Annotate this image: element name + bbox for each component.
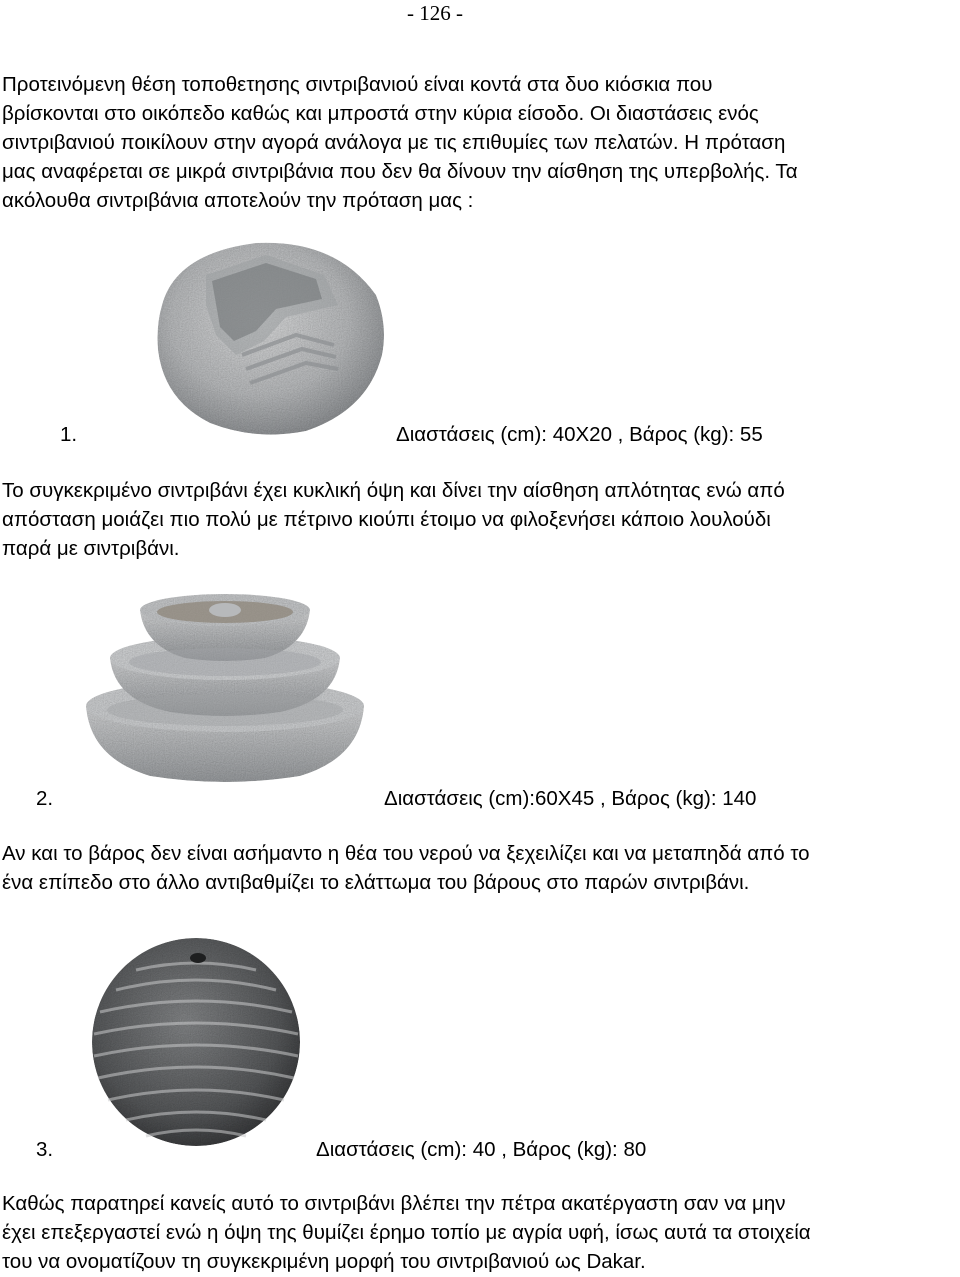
description-line: του να ονοματίζουν τη συγκεκριμένη μορφή του σιντριβανιού ως Dakar. xyxy=(2,1250,646,1273)
intro-line: ακόλουθα σιντριβάνια αποτελούν την πρόταση μας : xyxy=(2,189,474,212)
fountain-1-description xyxy=(2,476,958,563)
fountain-2-description xyxy=(2,839,958,897)
fountain-1-specs: Διαστάσεις (cm): 40Χ20 , Βάρος (kg): 55 xyxy=(396,423,763,446)
fountain-3-description xyxy=(2,1189,958,1276)
fountain-2-specs: Διαστάσεις (cm):60Χ45 , Βάρος (kg): 140 xyxy=(384,787,757,810)
fountain-3-specs: Διαστάσεις (cm): 40 , Βάρος (kg): 80 xyxy=(316,1138,647,1161)
description-line: παρά με σιντριβάνι. xyxy=(2,537,180,560)
fountain-2-number: 2. xyxy=(36,787,54,810)
intro-paragraph xyxy=(2,70,958,215)
description-line: ένα επίπεδο στο άλλο αντιβαθμίζει το ελάττωμα του βάρους στο παρών σιντριβάνι. xyxy=(2,871,750,894)
description-line: Το συγκεκριμένο σιντριβάνι έχει κυκλική όψη και δίνει την αίσθηση απλότητας ενώ από xyxy=(2,479,785,502)
intro-line: βρίσκονται στο οικόπεδο καθώς και μπροστά στην κύρια είσοδο. Οι διαστάσεις ενός xyxy=(2,102,759,125)
intro-line: σιντριβανιού ποικίλουν στην αγορά ανάλογα με τις επιθυμίες των πελατών. Η πρόταση xyxy=(2,131,786,154)
page-number: - 126 - xyxy=(407,1,463,25)
fountain-2-image xyxy=(80,588,370,786)
fountain-3-image xyxy=(76,920,316,1160)
description-line: Αν και το βάρος δεν είναι ασήμαντο η θέα του νερού να ξεχειλίζει και να μεταπηδά από το xyxy=(2,842,810,865)
intro-line: Προτεινόμενη θέση τοποθετησης σιντριβανιού είναι κοντά στα δυο κιόσκια που xyxy=(2,73,713,96)
fountain-1-number: 1. xyxy=(60,423,78,446)
description-line: απόσταση μοιάζει πιο πολύ με πέτρινο κιούπι έτοιμο να φιλοξενήσει κάποιο λουλούδι xyxy=(2,508,771,531)
description-line: Καθώς παρατηρεί κανείς αυτό το σιντριβάνι βλέπει την πέτρα ακατέργαστη σαν να μην xyxy=(2,1192,786,1215)
fountain-3-number: 3. xyxy=(36,1138,54,1161)
description-line: έχει επεξεργαστεί ενώ η όψη της θυμίζει έρημο τοπίο με αγρία υφή, ίσως αυτά τα στοιχεία xyxy=(2,1221,811,1244)
intro-line: μας αναφέρεται σε μικρά σιντριβάνια που δεν θα δίνουν την αίσθηση της υπερβολής. Τα xyxy=(2,160,798,183)
fountain-1-image xyxy=(146,235,390,443)
